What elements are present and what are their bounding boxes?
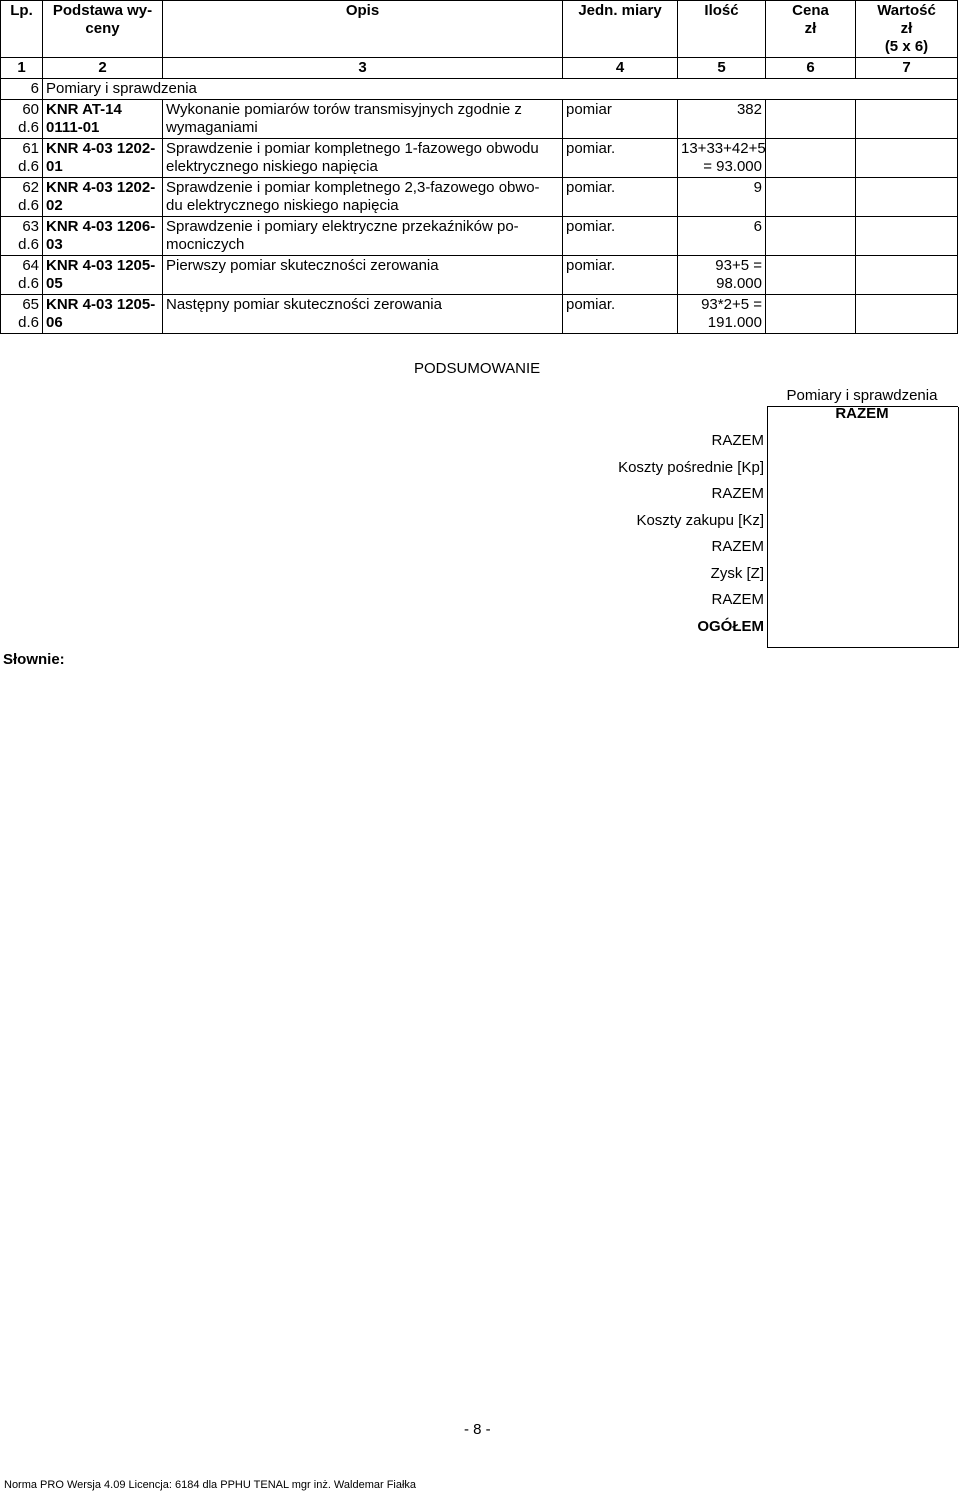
summary-label-razem: RAZEM <box>711 432 764 449</box>
row-podstawa: KNR 4-03 1202- 02 <box>43 178 163 217</box>
summary-label-kz: Koszty zakupu [Kz] <box>636 511 764 529</box>
row-opis: Sprawdzenie i pomiary elektryczne przekaźników po- mocniczych <box>163 217 563 256</box>
summary-title: PODSUMOWANIE <box>414 360 541 377</box>
row-opis: Wykonanie pomiarów torów transmisyjnych zgodnie z wymaganiami <box>163 100 563 139</box>
column-numbers-row <box>1 58 958 79</box>
header-jedn: Jedn. miary <box>563 1 678 58</box>
row-wartosc <box>856 217 958 256</box>
table-row <box>1 100 958 139</box>
row-opis: Następny pomiar skuteczności zerowania <box>163 295 563 334</box>
license-footer: Norma PRO Wersja 4.09 Licencja: 6184 dla PPHU TENAL mgr inż. Waldemar Fiałka <box>4 1479 417 1491</box>
table-row <box>1 217 958 256</box>
row-podstawa: KNR AT-14 0111-01 <box>43 100 163 139</box>
row-lp: 64 d.6 <box>1 256 43 295</box>
row-podstawa: KNR 4-03 1206- 03 <box>43 217 163 256</box>
row-wartosc <box>856 178 958 217</box>
colnum: 2 <box>43 58 163 79</box>
colnum: 6 <box>766 58 856 79</box>
table-row <box>1 178 958 217</box>
colnum: 1 <box>1 58 43 79</box>
summary-label-razem: RAZEM <box>711 591 764 608</box>
row-cena <box>766 100 856 139</box>
row-wartosc <box>856 295 958 334</box>
row-ilosc: 9 <box>678 178 766 217</box>
row-ilosc: 6 <box>678 217 766 256</box>
row-jedn: pomiar. <box>563 256 678 295</box>
row-podstawa: KNR 4-03 1205- 05 <box>43 256 163 295</box>
cost-estimate-table <box>0 0 958 334</box>
header-cena: Cena zł <box>766 1 856 58</box>
row-ilosc: 382 <box>678 100 766 139</box>
row-podstawa: KNR 4-03 1202- 01 <box>43 139 163 178</box>
row-opis: Sprawdzenie i pomiar kompletnego 2,3-fazowego obwo- du elektrycznego niskiego napięcia <box>163 178 563 217</box>
row-ilosc: 93+5 = 98.000 <box>678 256 766 295</box>
row-podstawa: KNR 4-03 1205- 06 <box>43 295 163 334</box>
in-words-label: Słownie: <box>3 651 65 668</box>
row-wartosc <box>856 256 958 295</box>
table-header-row <box>1 1 958 58</box>
section-row <box>1 79 958 100</box>
header-wartosc: Wartość zł (5 x 6) <box>856 1 958 58</box>
colnum: 5 <box>678 58 766 79</box>
header-ilosc: Ilość <box>678 1 766 58</box>
header-podstawa: Podstawa wy- ceny <box>43 1 163 58</box>
summary-label-razem: RAZEM <box>711 538 764 555</box>
row-cena <box>766 295 856 334</box>
summary-label-kp: Koszty pośrednie [Kp] <box>618 458 764 476</box>
row-lp: 61 d.6 <box>1 139 43 178</box>
colnum: 3 <box>163 58 563 79</box>
page-number: - 8 - <box>464 1421 491 1438</box>
table-row <box>1 295 958 334</box>
section-number: 6 <box>1 79 43 100</box>
row-opis: Sprawdzenie i pomiar kompletnego 1-fazowego obwodu elektrycznego niskiego napięcia <box>163 139 563 178</box>
row-cena <box>766 139 856 178</box>
row-cena <box>766 178 856 217</box>
row-lp: 62 d.6 <box>1 178 43 217</box>
row-ilosc: 93*2+5 = 191.000 <box>678 295 766 334</box>
header-lp: Lp. <box>1 1 43 58</box>
row-wartosc <box>856 100 958 139</box>
summary-column-total: RAZEM <box>835 405 889 422</box>
summary-values-box <box>767 407 959 648</box>
row-ilosc: 13+33+42+5 = 93.000 <box>678 139 766 178</box>
row-jedn: pomiar <box>563 100 678 139</box>
summary-labels <box>618 428 764 640</box>
summary-label-zysk: Zysk [Z] <box>710 564 764 582</box>
table-row <box>1 139 958 178</box>
row-jedn: pomiar. <box>563 295 678 334</box>
summary-label-ogolem: OGÓŁEM <box>697 617 764 635</box>
row-jedn: pomiar. <box>563 178 678 217</box>
header-opis: Opis <box>163 1 563 58</box>
colnum: 4 <box>563 58 678 79</box>
row-lp: 65 d.6 <box>1 295 43 334</box>
row-cena <box>766 256 856 295</box>
row-lp: 60 d.6 <box>1 100 43 139</box>
row-cena <box>766 217 856 256</box>
table-row <box>1 256 958 295</box>
row-opis: Pierwszy pomiar skuteczności zerowania <box>163 256 563 295</box>
row-jedn: pomiar. <box>563 217 678 256</box>
colnum: 7 <box>856 58 958 79</box>
summary-column-name: Pomiary i sprawdzenia <box>786 387 938 404</box>
summary-label-razem: RAZEM <box>711 485 764 502</box>
row-lp: 63 d.6 <box>1 217 43 256</box>
section-title: Pomiary i sprawdzenia <box>43 79 958 100</box>
row-jedn: pomiar. <box>563 139 678 178</box>
row-wartosc <box>856 139 958 178</box>
